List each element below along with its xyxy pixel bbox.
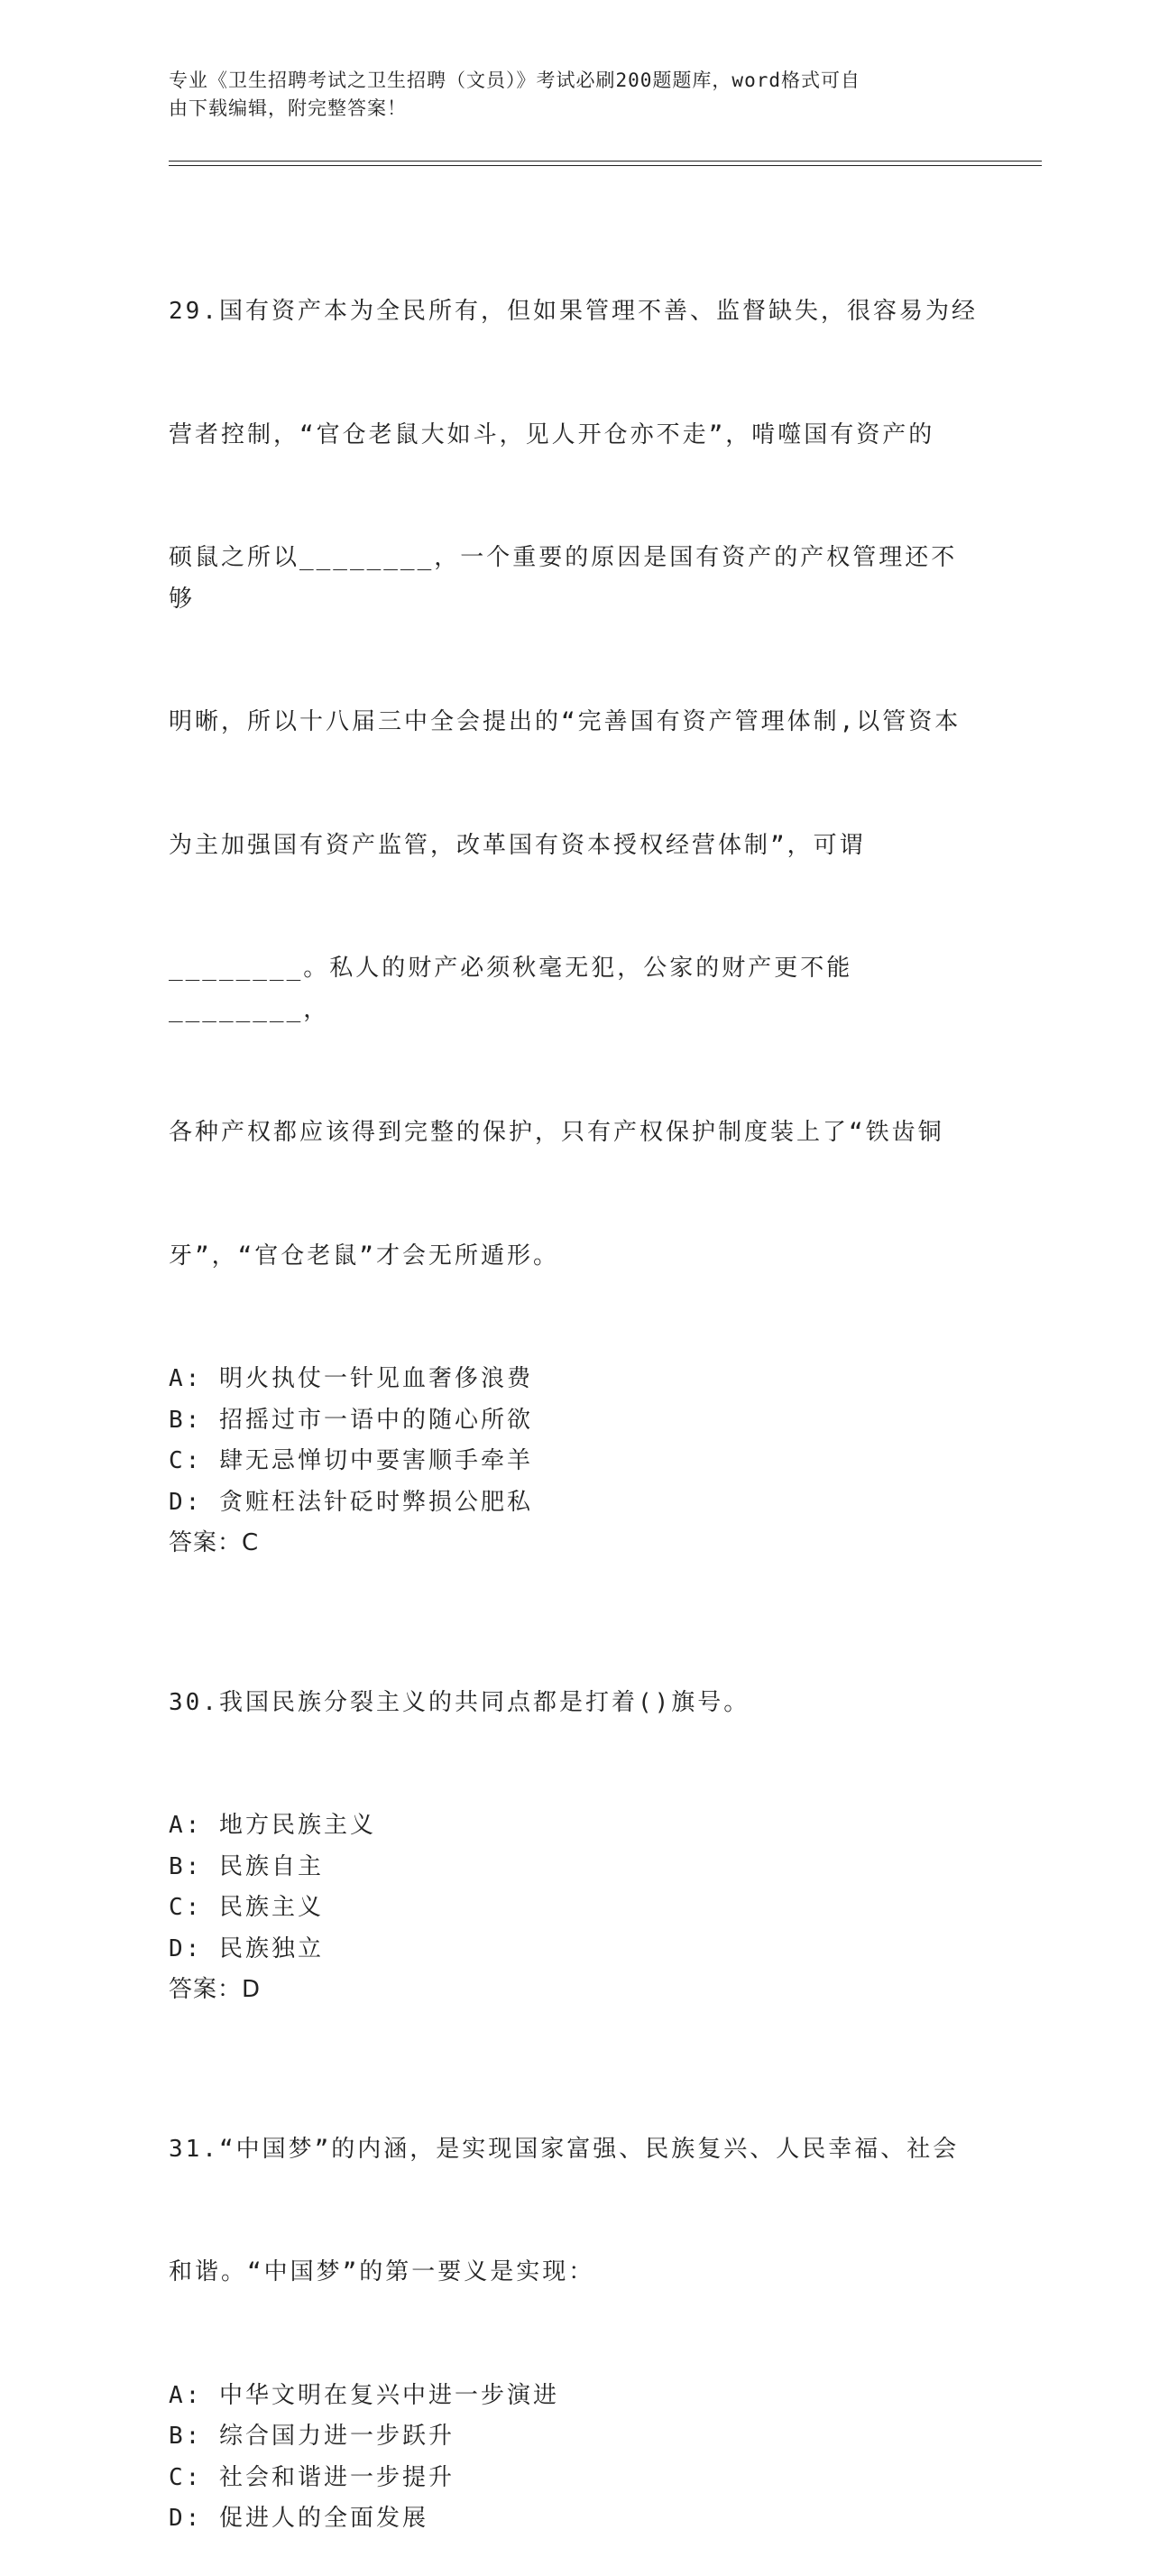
question-31 — [169, 2047, 980, 2540]
question-line: 硕鼠之所以________，一个重要的原因是国有资产的产权管理还不够 — [169, 544, 958, 613]
option-b: B: 综合国力进一步跃升 — [169, 2423, 455, 2450]
option-d: D: 促进人的全面发展 — [169, 2505, 428, 2532]
option-c: C: 社会和谐进一步提升 — [169, 2463, 455, 2491]
option-c: C: 肆无忌惮切中要害顺手牵羊 — [169, 1447, 533, 1474]
question-29 — [169, 209, 980, 1565]
question-line: 各种产权都应该得到完整的保护，只有产权保护制度装上了“铁齿铜 — [169, 1119, 944, 1146]
question-list — [169, 209, 980, 2576]
option-d: D: 民族独立 — [169, 1934, 324, 1962]
question-line: 牙”，“官仓老鼠”才会无所遁形。 — [169, 1242, 559, 1270]
header-title-line-1: 专业《卫生招聘考试之卫生招聘（文员）》考试必刷200题题库，word格式可自 — [169, 69, 860, 91]
option-a: A: 明火执仗一针见血奢侈浪费 — [169, 1365, 533, 1392]
question-line: 明晰，所以十八届三中全会提出的“完善国有资产管理体制,以管资本 — [169, 708, 961, 735]
question-line: 为主加强国有资产监管，改革国有资本授权经营体制”，可谓 — [169, 831, 866, 859]
option-d: D: 贪赃枉法针砭时弊损公肥私 — [169, 1488, 533, 1516]
option-b: B: 民族自主 — [169, 1852, 324, 1880]
question-line: 营者控制，“官仓老鼠大如斗，见人开仓亦不走”，啃噬国有资产的 — [169, 420, 935, 448]
option-a: A: 地方民族主义 — [169, 1812, 376, 1839]
document-header — [169, 67, 962, 123]
answer: 答案：D — [169, 1976, 262, 2003]
header-divider-bottom — [169, 165, 1042, 166]
question-line: 31.“中国梦”的内涵，是实现国家富强、民族复兴、人民幸福、社会 — [169, 2135, 960, 2163]
option-a: A: 中华文明在复兴中进一步演进 — [169, 2381, 559, 2409]
option-c: C: 民族主义 — [169, 1894, 324, 1921]
question-text — [169, 1601, 980, 1806]
question-line: 29.国有资产本为全民所有，但如果管理不善、监督缺失，很容易为经 — [169, 298, 978, 325]
question-text — [169, 2047, 980, 2376]
option-b: B: 招摇过市一语中的随心所欲 — [169, 1406, 533, 1434]
question-30 — [169, 1601, 980, 2011]
question-text — [169, 209, 980, 1359]
answer: 答案：C — [169, 1529, 260, 1556]
question-line: ________。私人的财产必须秋毫无犯，公家的财产更不能________， — [169, 955, 853, 1023]
question-line: 和谐。“中国梦”的第一要义是实现： — [169, 2258, 595, 2285]
header-title-line-2: 由下载编辑，附完整答案！ — [169, 97, 407, 119]
question-line: 30.我国民族分裂主义的共同点都是打着()旗号。 — [169, 1688, 750, 1716]
header-divider-top — [169, 161, 1042, 162]
